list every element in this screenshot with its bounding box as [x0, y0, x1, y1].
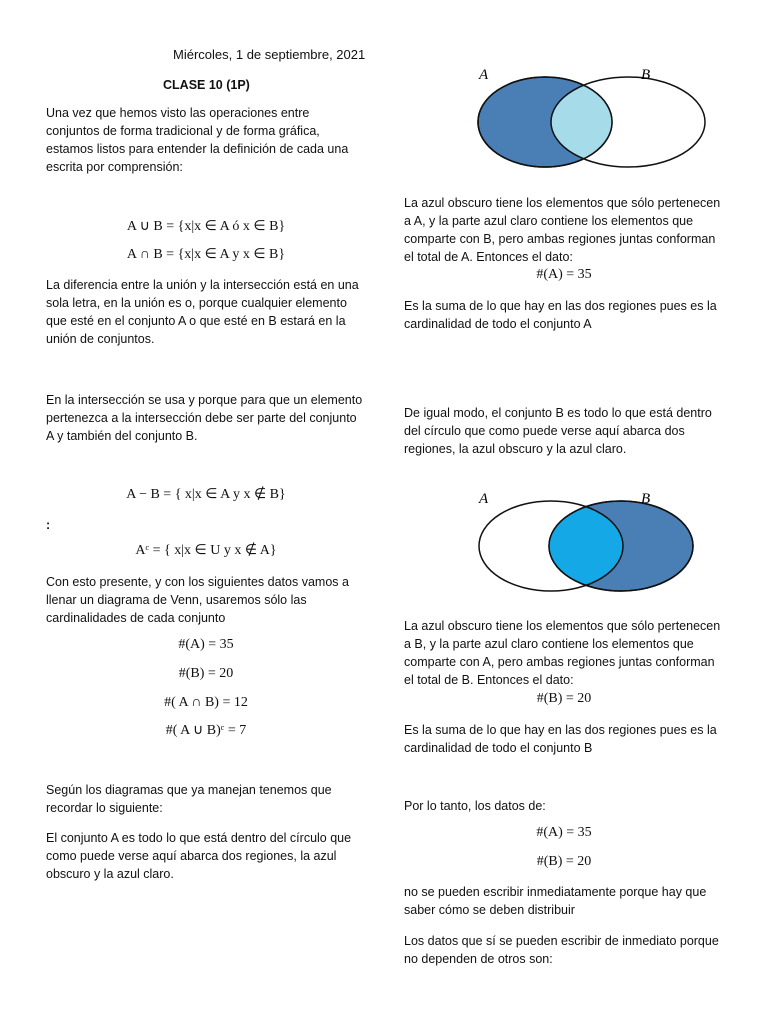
data-card-a: #(A) = 35 — [178, 637, 234, 652]
intro-paragraph: Una vez que hemos visto las operaciones entre conjuntos de forma tradicional y de forma gráfica, estamos listos para entender la definición de cada una escrita por comprensión: — [46, 106, 349, 174]
venn1-label-b: B — [641, 67, 651, 83]
venn-diagram-a-highlight — [465, 62, 725, 172]
venn1-paragraph: La azul obscuro tiene los elementos que sólo pertenecen a A, y la parte azul claro contiene los elementos que comparte con B, pero ambas regiones juntas conforman el total de A. Entonces el dato: — [404, 196, 721, 264]
recall-paragraph: Según los diagramas que ya manejan tenemos que recordar lo siguiente: — [46, 783, 332, 815]
data-card-intersection: #( A ∩ B) = 12 — [164, 695, 248, 710]
therefore-data-a: #(A) = 35 — [536, 825, 592, 840]
therefore-paragraph: Por lo tanto, los datos de: — [404, 799, 546, 813]
union-vs-intersection-paragraph: La diferencia entre la unión y la intersección está en una sola letra, en la unión es o, porque cualquier elemento que esté en el conjunto A o que esté en B estará en la unión de conjuntos. — [46, 278, 359, 346]
venn2-paragraph: La azul obscuro tiene los elementos que sólo pertenecen a B, y la parte azul claro contiene los elementos que comparte con A, pero ambas regiones juntas conforman el total de B. Entonces el dato: — [404, 619, 721, 687]
venn2-label-a: A — [479, 491, 489, 507]
set-a-paragraph: El conjunto A es todo lo que está dentro del círculo que como puede verse aquí abarca dos regiones, la azul obscuro y la azul claro. — [46, 831, 352, 881]
venn2-sum-paragraph: Es la suma de lo que hay en las dos regiones pues es la cardinalidad de todo el conjunto B — [404, 723, 717, 755]
date-line: Miércoles, 1 de septiembre, 2021 — [173, 47, 366, 62]
venn-intro-paragraph: Con esto presente, y con los siguientes datos vamos a llenar un diagrama de Venn, usaremos sólo las cardinalidades de cada conjunto — [46, 575, 349, 625]
data-card-b: #(B) = 20 — [178, 666, 234, 681]
venn2-label-b: B — [641, 491, 651, 507]
colon-mark: : — [46, 518, 51, 532]
therefore-data-b: #(B) = 20 — [536, 854, 592, 869]
venn2-data: #(B) = 20 — [536, 691, 592, 706]
can-write-paragraph: Los datos que sí se pueden escribir de inmediato porque no dependen de otros son: — [404, 934, 719, 966]
intersection-paragraph: En la intersección se usa y porque para que un elemento pertenezca a la intersección debe ser parte del conjunto A y también del conjunto B. — [46, 393, 363, 443]
class-title: CLASE 10 (1P) — [163, 78, 250, 92]
set-b-paragraph: De igual modo, el conjunto B es todo lo que está dentro del círculo que como puede verse aquí abarca dos regiones, la azul obscuro y la azul claro. — [404, 406, 712, 456]
venn1-label-a: A — [479, 67, 489, 83]
intersection-formula: A ∩ B = {x|x ∈ A y x ∈ B} — [126, 247, 286, 262]
difference-formula: A − B = { x|x ∈ A y x ∉ B} — [126, 487, 286, 502]
venn1-data: #(A) = 35 — [536, 267, 592, 282]
cannot-write-paragraph: no se pueden escribir inmediatamente porque hay que saber cómo se deben distribuir — [404, 885, 707, 917]
venn1-sum-paragraph: Es la suma de lo que hay en las dos regiones pues es la cardinalidad de todo el conjunto A — [404, 299, 717, 331]
venn-diagram-b-highlight — [465, 486, 725, 596]
data-card-complement: #( A ∪ B)ᶜ = 7 — [165, 723, 247, 738]
complement-formula: Aᶜ = { x|x ∈ U y x ∉ A} — [135, 543, 277, 558]
union-formula: A ∪ B = {x|x ∈ A ó x ∈ B} — [126, 219, 286, 234]
